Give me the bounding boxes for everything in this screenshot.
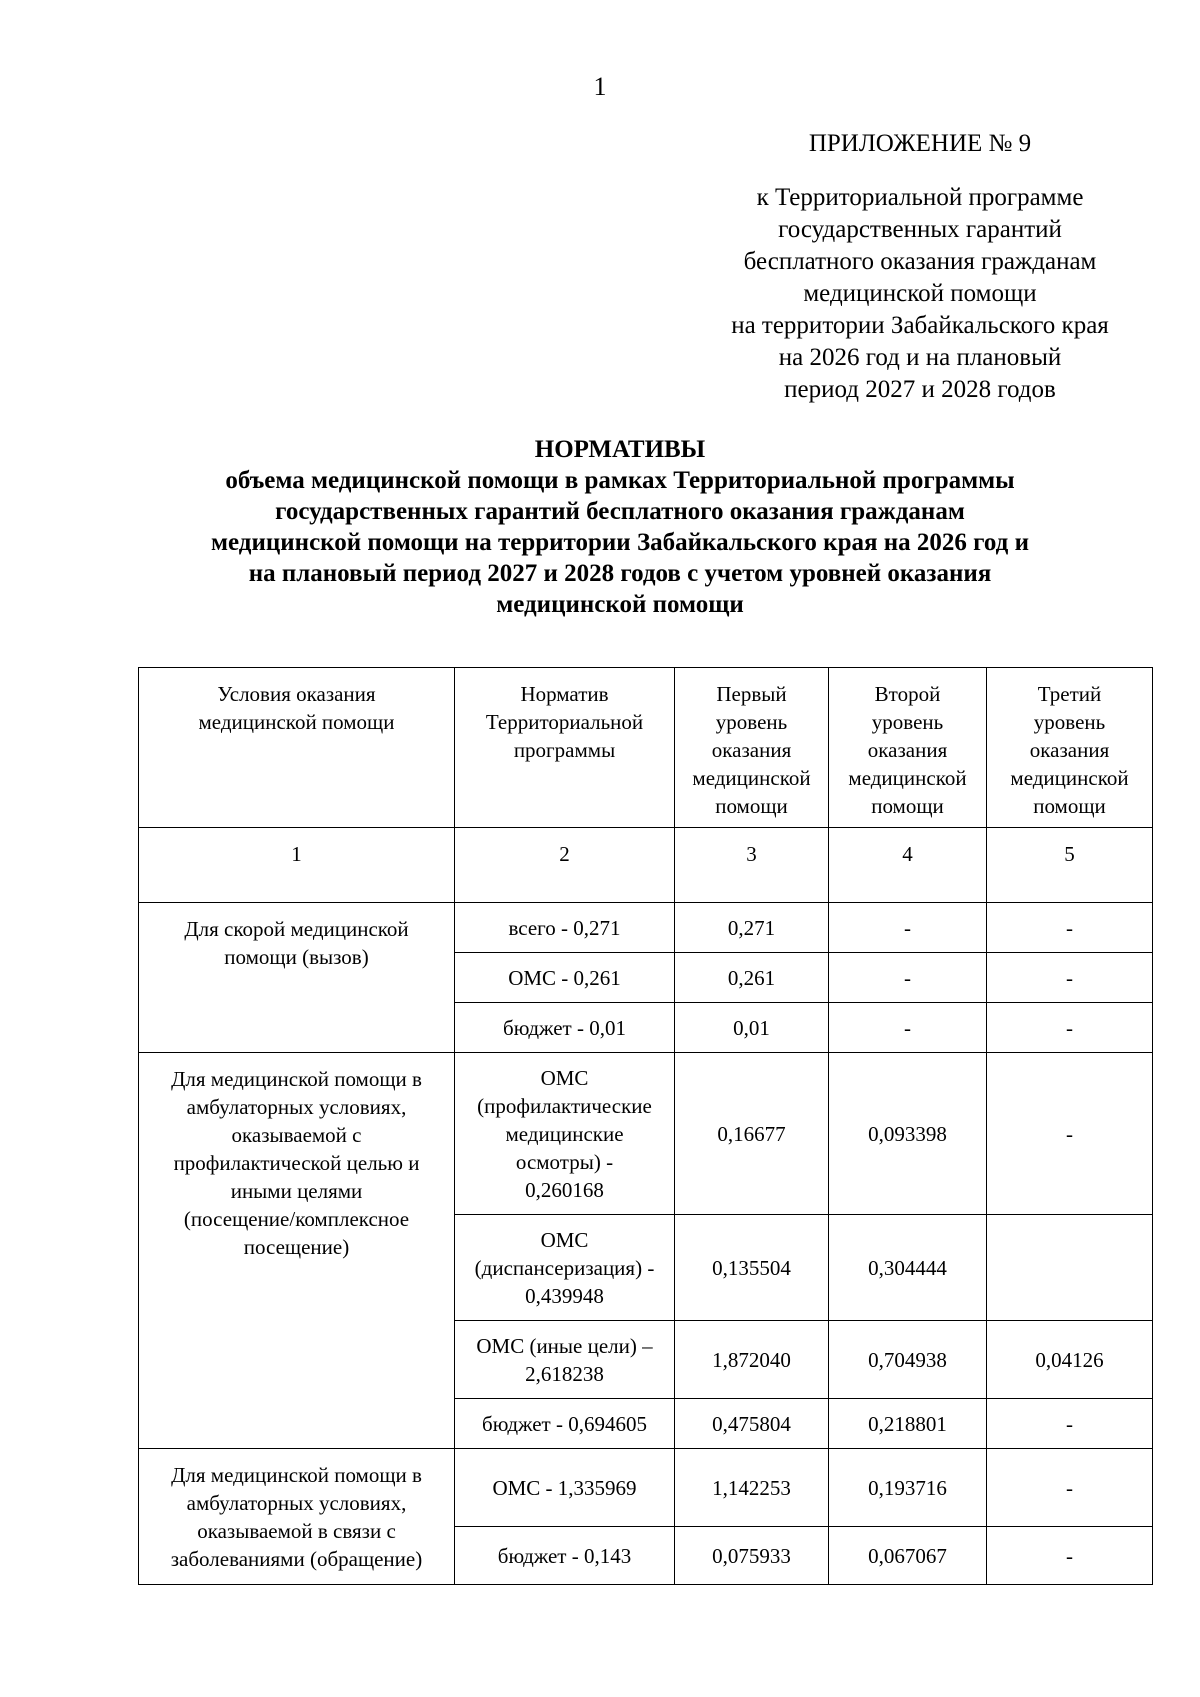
norm-cell: ОМС (профилактические медицинские осмотры) - 0,260168	[455, 1053, 675, 1215]
appendix-title: ПРИЛОЖЕНИЕ № 9	[808, 130, 1032, 157]
table-row	[139, 1053, 1153, 1215]
level1-cell: 1,872040	[675, 1321, 829, 1399]
heading-line: на плановый период 2027 и 2028 годов с учетом уровней оказания	[248, 560, 992, 587]
norm-cell: всего - 0,271	[455, 903, 675, 953]
norm-cell: бюджет - 0,01	[455, 1003, 675, 1053]
level2-cell: 0,193716	[829, 1449, 987, 1527]
header-cell: Второй уровень оказания медицинской помощи	[829, 668, 987, 828]
appendix-line: на территории Забайкальского края	[731, 312, 1109, 339]
level1-cell: 0,075933	[675, 1527, 829, 1585]
heading-line: медицинской помощи на территории Забайкальского края на 2026 год и	[211, 529, 1029, 556]
condition-cell: Для медицинской помощи в амбулаторных условиях, оказываемой в связи с заболеваниями (обращение)	[139, 1449, 455, 1585]
level3-cell: -	[987, 1449, 1153, 1527]
header-cell: Условия оказания медицинской помощи	[139, 668, 455, 828]
level1-cell: 0,271	[675, 903, 829, 953]
column-number-cell: 1	[139, 828, 455, 903]
level1-cell: 0,16677	[675, 1053, 829, 1215]
condition-cell: Для медицинской помощи в амбулаторных условиях, оказываемой с профилактической целью и иными целями (посещение/комплексное посещение)	[139, 1053, 455, 1449]
level2-cell: 0,067067	[829, 1527, 987, 1585]
level1-cell: 0,475804	[675, 1399, 829, 1449]
norms-table	[138, 667, 1153, 1585]
level2-cell: 0,093398	[829, 1053, 987, 1215]
header-cell: Норматив Территориальной программы	[455, 668, 675, 828]
norm-cell: ОМС (диспансеризация) - 0,439948	[455, 1215, 675, 1321]
document-heading	[120, 434, 1120, 620]
norm-cell: бюджет - 0,694605	[455, 1399, 675, 1449]
table-row	[139, 903, 1153, 953]
heading-title: НОРМАТИВЫ	[534, 436, 706, 463]
level2-cell: -	[829, 1003, 987, 1053]
level3-cell: -	[987, 903, 1153, 953]
level1-cell: 0,01	[675, 1003, 829, 1053]
column-number-cell: 5	[987, 828, 1153, 903]
appendix-line: к Территориальной программе	[756, 184, 1084, 211]
appendix-line: государственных гарантий	[778, 216, 1062, 243]
level3-cell: -	[987, 1003, 1153, 1053]
level2-cell: -	[829, 953, 987, 1003]
header-row	[139, 668, 1153, 828]
level3-cell: -	[987, 1053, 1153, 1215]
heading-line: объема медицинской помощи в рамках Территориальной программы	[225, 467, 1015, 494]
level3-cell: 0,04126	[987, 1321, 1153, 1399]
level1-cell: 0,261	[675, 953, 829, 1003]
norm-cell: бюджет - 0,143	[455, 1527, 675, 1585]
column-number-row	[139, 828, 1153, 903]
norm-cell: ОМС (иные цели) – 2,618238	[455, 1321, 675, 1399]
header-cell: Первый уровень оказания медицинской помощи	[675, 668, 829, 828]
page-number: 1	[593, 72, 607, 101]
level2-cell: 0,304444	[829, 1215, 987, 1321]
level3-cell: -	[987, 1527, 1153, 1585]
appendix-block	[660, 128, 1180, 406]
level2-cell: 0,704938	[829, 1321, 987, 1399]
heading-line: государственных гарантий бесплатного оказания гражданам	[275, 498, 965, 525]
appendix-line: бесплатного оказания гражданам	[743, 248, 1097, 275]
norm-cell: ОМС - 0,261	[455, 953, 675, 1003]
column-number-cell: 3	[675, 828, 829, 903]
level2-cell: 0,218801	[829, 1399, 987, 1449]
table-row	[139, 1449, 1153, 1527]
norm-cell: ОМС - 1,335969	[455, 1449, 675, 1527]
level3-cell: -	[987, 1399, 1153, 1449]
column-number-cell: 4	[829, 828, 987, 903]
appendix-line: медицинской помощи	[803, 280, 1037, 307]
level1-cell: 0,135504	[675, 1215, 829, 1321]
appendix-line: на 2026 год и на плановый	[778, 344, 1062, 371]
level3-cell	[987, 1215, 1153, 1321]
header-cell: Третий уровень оказания медицинской помощи	[987, 668, 1153, 828]
column-number-cell: 2	[455, 828, 675, 903]
appendix-line: период 2027 и 2028 годов	[784, 376, 1056, 403]
level1-cell: 1,142253	[675, 1449, 829, 1527]
condition-cell: Для скорой медицинской помощи (вызов)	[139, 903, 455, 1053]
level2-cell: -	[829, 903, 987, 953]
level3-cell: -	[987, 953, 1153, 1003]
heading-line: медицинской помощи	[496, 591, 744, 618]
